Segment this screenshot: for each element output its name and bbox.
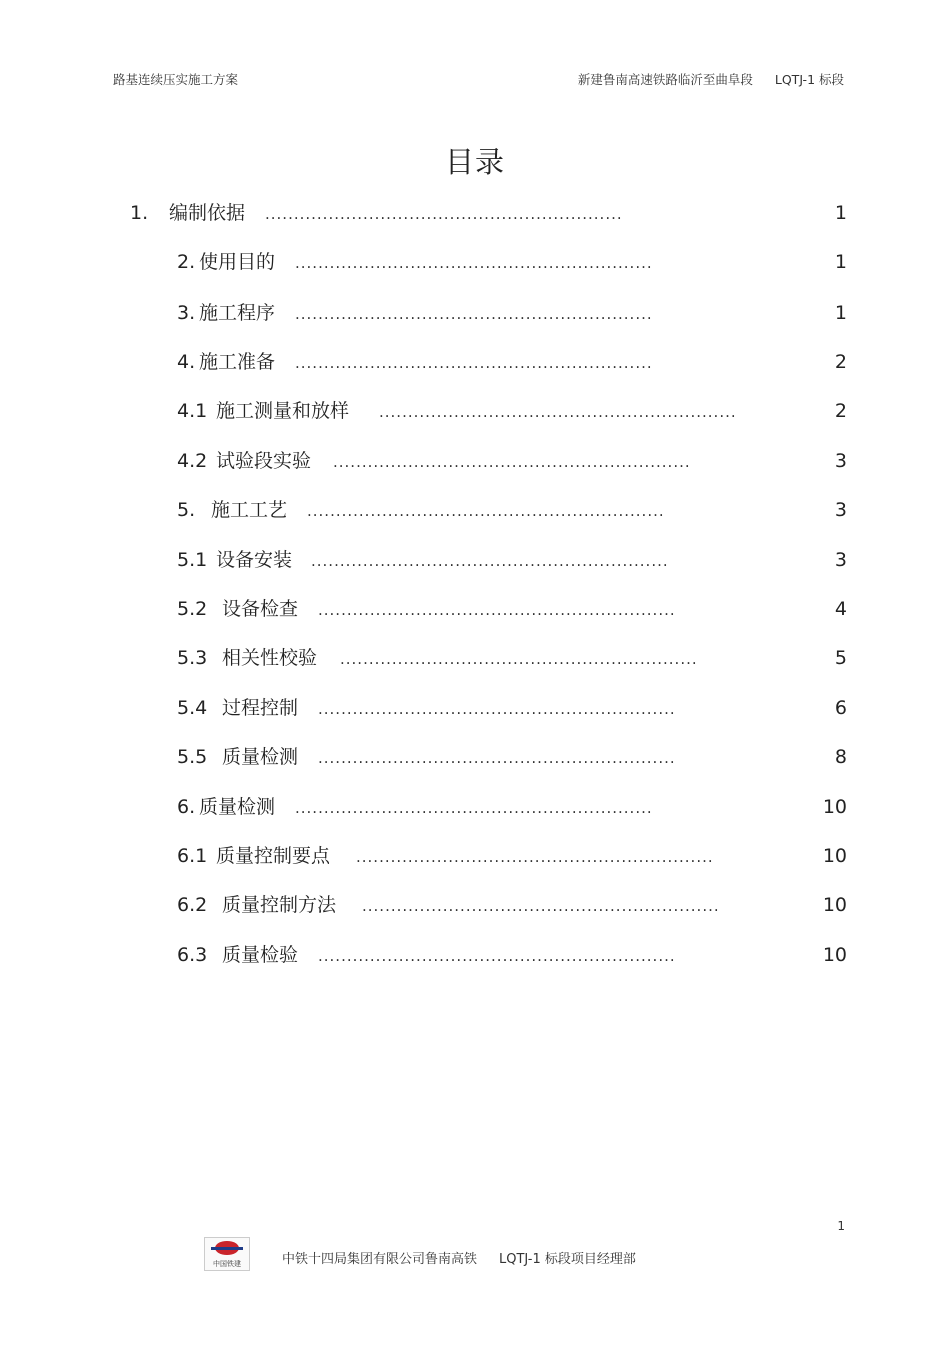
- toc-entry[interactable]: [177, 594, 850, 624]
- toc-entry-label: 质量检测: [199, 796, 276, 818]
- toc-entry[interactable]: [177, 792, 850, 822]
- toc-entry-label: 设备检查: [222, 598, 299, 620]
- toc-entry[interactable]: [177, 742, 850, 772]
- toc-entry[interactable]: [177, 545, 850, 575]
- toc-entry[interactable]: [177, 247, 850, 277]
- toc-entry-number: 2.: [177, 251, 196, 273]
- toc-entry-number: 5.2: [177, 598, 208, 620]
- toc-entry-label: 编制依据: [169, 202, 246, 224]
- toc-dot-leader: ..............................................................: [340, 650, 698, 668]
- toc-entry-page: 4: [834, 598, 847, 620]
- toc-dot-leader: ..............................................................: [265, 205, 623, 223]
- toc-entry-label: 设备安装: [216, 549, 293, 571]
- toc-entry[interactable]: [177, 940, 850, 970]
- toc-dot-leader: ..............................................................: [362, 897, 720, 915]
- toc-entry-label: 使用目的: [199, 251, 276, 273]
- toc-entry-label: 相关性校验: [222, 647, 318, 669]
- toc-entry-page: 3: [834, 499, 847, 521]
- toc-entry[interactable]: [177, 396, 850, 426]
- toc-dot-leader: ..............................................................: [307, 502, 665, 520]
- toc-entry-label: 质量检验: [222, 944, 299, 966]
- toc-entry-number: 3.: [177, 302, 196, 324]
- toc-entry-page: 10: [822, 944, 847, 966]
- toc-dot-leader: ..............................................................: [318, 601, 676, 619]
- toc-entry[interactable]: [177, 446, 850, 476]
- logo-emblem-bar: [211, 1247, 243, 1250]
- toc-entry-page: 1: [834, 302, 847, 324]
- toc-dot-leader: ..............................................................: [318, 947, 676, 965]
- footer-company-info: [282, 1248, 636, 1267]
- company-logo-icon: [204, 1237, 250, 1271]
- toc-entry-number: 5.1: [177, 549, 208, 571]
- toc-entry-label: 质量控制要点: [216, 845, 331, 867]
- toc-entry-label: 施工测量和放样: [216, 400, 350, 422]
- toc-entry-label: 施工准备: [199, 351, 276, 373]
- header-section-name: LQTJ-1 标段: [774, 72, 844, 87]
- toc-entry[interactable]: [177, 890, 850, 920]
- toc-entry-page: 5: [834, 647, 847, 669]
- toc-entry-number: 6.3: [177, 944, 208, 966]
- toc-entry-number: 5.: [177, 499, 196, 521]
- toc-entry[interactable]: [177, 643, 850, 673]
- toc-entry-number: 4.2: [177, 450, 208, 472]
- toc-entry-label: 施工程序: [199, 302, 276, 324]
- toc-entry-page: 2: [834, 351, 847, 373]
- toc-entry-page: 10: [822, 796, 847, 818]
- toc-entry-number: 5.5: [177, 746, 208, 768]
- toc-entry-page: 6: [834, 697, 847, 719]
- toc-dot-leader: ..............................................................: [295, 799, 653, 817]
- toc-dot-leader: ..............................................................: [311, 552, 669, 570]
- toc-entry-label: 质量控制方法: [222, 894, 337, 916]
- page-number: 1: [837, 1219, 845, 1233]
- toc-entry-page: 3: [834, 450, 847, 472]
- toc-entry-number: 1.: [130, 202, 149, 224]
- toc-entry-page: 10: [822, 845, 847, 867]
- toc-entry-number: 6.1: [177, 845, 208, 867]
- toc-dot-leader: ..............................................................: [295, 354, 653, 372]
- toc-entry-number: 6.: [177, 796, 196, 818]
- toc-dot-leader: ..............................................................: [295, 254, 653, 272]
- toc-dot-leader: ..............................................................: [379, 403, 737, 421]
- toc-dot-leader: ..............................................................: [333, 453, 691, 471]
- toc-entry-label: 过程控制: [222, 697, 299, 719]
- toc-entry-number: 6.2: [177, 894, 208, 916]
- toc-entry-number: 4.: [177, 351, 196, 373]
- header-project-info: [578, 70, 844, 88]
- toc-entry[interactable]: [177, 298, 850, 328]
- toc-dot-leader: ..............................................................: [356, 848, 714, 866]
- toc-entry[interactable]: [130, 198, 850, 228]
- page-title: 目录: [444, 145, 505, 179]
- toc-entry[interactable]: [177, 495, 850, 525]
- toc-dot-leader: ..............................................................: [318, 700, 676, 718]
- footer-department: LQTJ-1 标段项目经理部: [499, 1252, 636, 1267]
- logo-text: 中国铁建: [213, 1260, 241, 1268]
- toc-entry[interactable]: [177, 841, 850, 871]
- header-project-name: 新建鲁南高速铁路临沂至曲阜段: [577, 72, 753, 87]
- toc-entry-label: 施工工艺: [211, 499, 288, 521]
- toc-entry-page: 10: [822, 894, 847, 916]
- footer-company-name: 中铁十四局集团有限公司鲁南高铁: [282, 1252, 478, 1267]
- toc-dot-leader: ..............................................................: [318, 749, 676, 767]
- toc-entry-page: 8: [834, 746, 847, 768]
- toc-entry-number: 5.4: [177, 697, 208, 719]
- toc-entry-label: 试验段实验: [216, 450, 312, 472]
- toc-dot-leader: ..............................................................: [295, 305, 653, 323]
- toc-entry-page: 2: [834, 400, 847, 422]
- toc-entry-number: 4.1: [177, 400, 208, 422]
- toc-entry-number: 5.3: [177, 647, 208, 669]
- toc-entry[interactable]: [177, 347, 850, 377]
- toc-entry-page: 3: [834, 549, 847, 571]
- header-document-title: 路基连续压实施工方案: [113, 72, 239, 87]
- toc-entry-page: 1: [834, 251, 847, 273]
- toc-entry-label: 质量检测: [222, 746, 299, 768]
- toc-entry[interactable]: [177, 693, 850, 723]
- toc-entry-page: 1: [834, 202, 847, 224]
